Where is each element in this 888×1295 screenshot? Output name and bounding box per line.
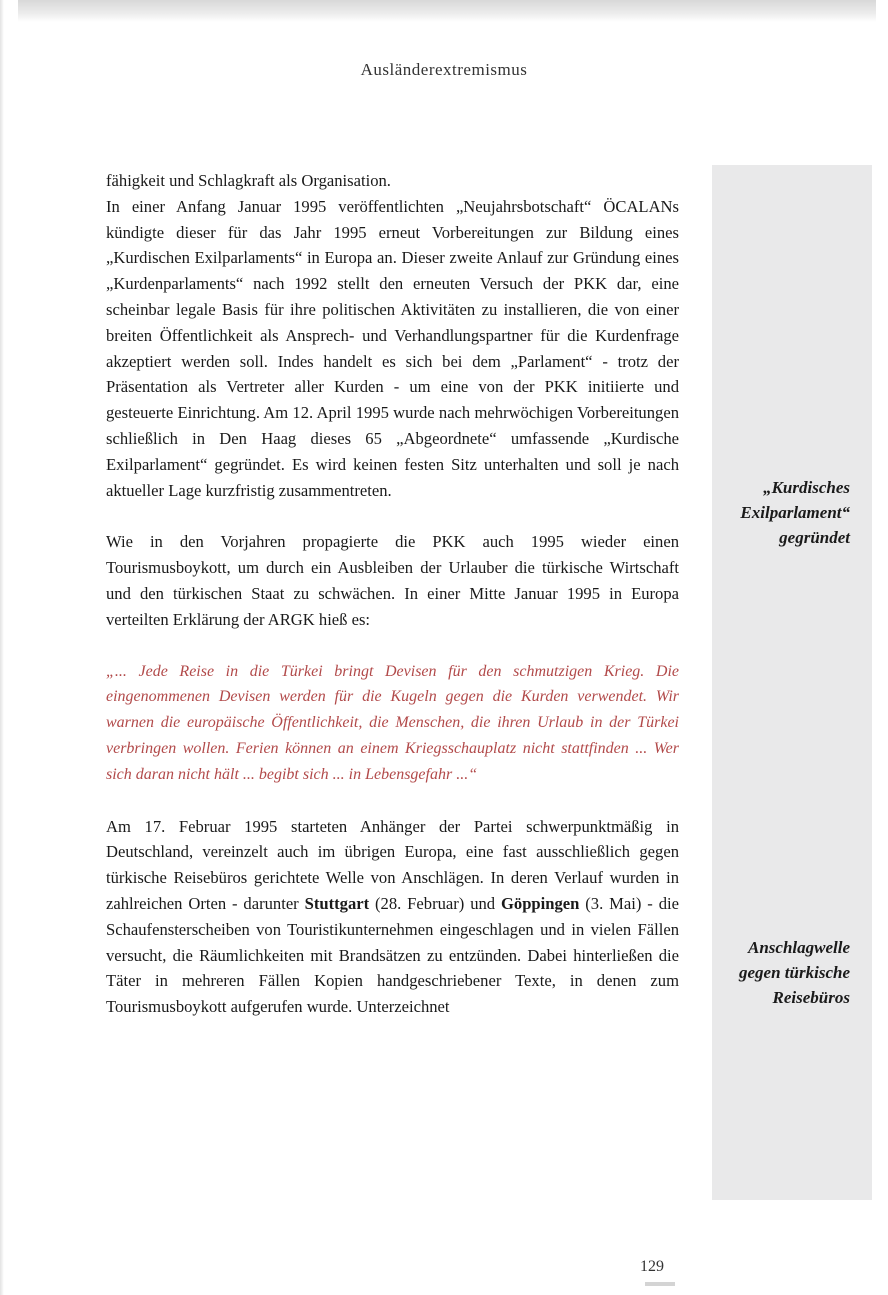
quotation-argk: „... Jede Reise in die Türkei bringt Devisen für den schmutzigen Krieg. Die eingenommenen Devisen werden für die Kugeln gegen die Kurden verwendet. Wir warnen die europäische Öffentlichkeit, die Menschen, die ihren Urlaub in der Türkei verbringen wollen. Ferien können an einem Kriegsschauplatz nicht stattfinden ... Wer sich daran nicht hält ... begibt sich ... in Lebensgefahr ...“ — [106, 662, 679, 783]
city-goeppingen: Göppingen — [500, 893, 580, 913]
main-text — [106, 168, 679, 1020]
scan-left-edge — [0, 0, 4, 1295]
margin-note-exilparlament: „Kurdisches Exilparlament“ gegründet — [740, 478, 850, 547]
page-number: 129 — [640, 1258, 664, 1275]
running-header: Ausländerextremismus — [360, 60, 528, 79]
margin-note-anschlagwelle: Anschlagwelle gegen türkische Reisebüros — [739, 938, 850, 1007]
margin-sidebar — [712, 165, 872, 1200]
paragraph-anschlaege — [106, 814, 679, 1020]
scan-top-edge — [18, 0, 876, 22]
page-number-rule — [645, 1282, 675, 1286]
paragraph-continuation: fähigkeit und Schlagkraft als Organisation. — [106, 171, 391, 190]
paragraph-text: Am 17. Februar 1995 starteten Anhänger der Partei schwerpunktmäßig in Deutschland, vereinzelt auch im übrigen Europa, eine fast ausschließlich gegen türkische Reisebüros gerichtete Welle von Anschlägen. In deren Verlauf wurden in zahlreichen Orten - darunter — [106, 816, 679, 913]
city-stuttgart: Stuttgart — [304, 893, 370, 913]
paragraph-tourismusboykott: Wie in den Vorjahren propagierte die PKK auch 1995 wieder einen Tourismusboykott, um durch ein Ausbleiben der Urlauber die türkische Wirtschaft und den türkischen Staat zu schwächen. In einer Mitte Januar 1995 in Europa verteilten Erklärung der ARGK hieß es: — [106, 532, 679, 629]
paragraph-text: (28. Februar) und — [375, 893, 496, 913]
paragraph-text: (3. Mai) - die Schaufensterscheiben von Touristikunternehmen eingeschlagen und in vielen Fällen versucht, die Räumlichkeiten mit Brandsätzen zu entzünden. Dabei hinterließen die Täter in mehreren Fällen Kopien handgeschriebener Texte, in denen zum Tourismusboykott aufgerufen wurde. Unterzeichnet — [106, 893, 679, 1017]
paragraph-exilparlament: In einer Anfang Januar 1995 veröffentlichten „Neujahrsbotschaft“ ÖCALANs kündigte dieser für das Jahr 1995 erneut Vorbereitungen zur Bildung eines „Kurdischen Exilparlaments“ in Europa an. Dieser zweite Anlauf zur Gründung eines „Kurdenparlaments“ nach 1992 stellt den erneuten Versuch der PKK dar, eine scheinbar legale Basis für ihre politischen Aktivitäten zu installieren, die von einer breiten Öffentlichkeit als Ansprech- und Verhandlungspartner für die Kurdenfrage akzeptiert werden soll. Indes handelt es sich bei dem „Parlament“ - trotz der Präsentation als Vertreter aller Kurden - um eine von der PKK initiierte und gesteuerte Einrichtung. Am 12. April 1995 wurde nach mehrwöchigen Vorbereitungen schließlich in Den Haag dieses 65 „Abgeordnete“ umfassende „Kurdische Exilparlament“ gegründet. Es wird keinen festen Sitz unterhalten und soll je nach aktueller Lage kurzfristig zusammentreten. — [106, 196, 679, 500]
